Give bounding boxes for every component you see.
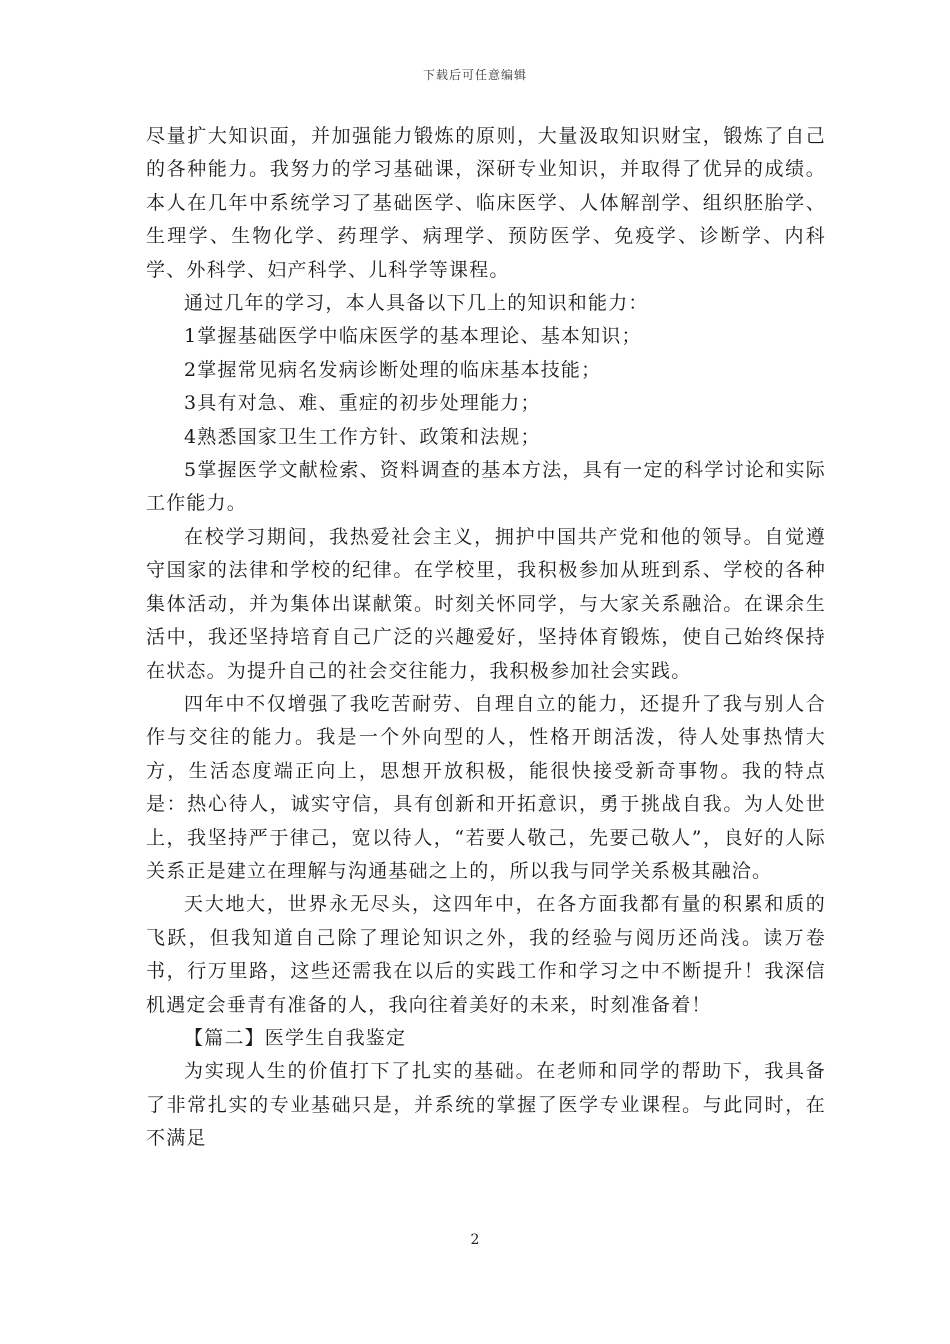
section-heading: 【篇二】医学生自我鉴定 xyxy=(184,1026,407,1049)
page-number: 2 xyxy=(470,1232,480,1248)
paragraph-3: 在校学习期间，我热爱社会主义，拥护中国共产党和他的领导。自觉遵守国家的法律和学校的纪律。在学校里，我积极参加从班到系、学校的各种集体活动，并为集体出谋献策。时刻关怀同学，与大家关系融洽。在课余生活中，我还坚持培育自己广泛的兴趣爱好，坚持体育锻炼，使自己始终保持在状态。为提升自己的社会交往能力，我积极参加社会实践。 xyxy=(146,525,826,682)
list-item-1: 1掌握基础医学中临床医学的基本理论、基本知识； xyxy=(184,325,642,348)
list-item-2: 2掌握常见病名发病诊断处理的临床基本技能； xyxy=(184,358,602,381)
list-item-5: 5掌握医学文献检索、资料调查的基本方法，具有一定的科学讨论和实际工作能力。 xyxy=(146,459,826,515)
document-body xyxy=(146,120,826,1156)
page-header-note: 下载后可任意编辑 xyxy=(422,68,527,82)
paragraph-2: 通过几年的学习，本人具备以下几上的知识和能力： xyxy=(184,292,649,315)
list-item-3: 3具有对急、难、重症的初步处理能力； xyxy=(184,392,541,415)
paragraph-6: 为实现人生的价值打下了扎实的基础。在老师和同学的帮助下，我具备了非常扎实的专业基础只是，并系统的掌握了医学专业课程。与此同时，在不满足 xyxy=(146,1060,826,1150)
paragraph-1: 尽量扩大知识面，并加强能力锻炼的原则，大量汲取知识财宝，锻炼了自己的各种能力。我努力的学习基础课，深研专业知识，并取得了优异的成绩。本人在几年中系统学习了基础医学、临床医学、人体解剖学、组织胚胎学、生理学、生物化学、药理学、病理学、预防医学、免疫学、诊断学、内科学、外科学、妇产科学、儿科学等课程。 xyxy=(146,125,826,281)
paragraph-4: 四年中不仅增强了我吃苦耐劳、自理自立的能力，还提升了我与别人合作与交往的能力。我是一个外向型的人，性格开朗活泼，待人处事热情大方，生活态度端正向上，思想开放积极，能很快接受新奇事物。我的特点是：热心待人，诚实守信，具有创新和开拓意识，勇于挑战自我。为人处世上，我坚持严于律己，宽以待人，“若要人敬己，先要己敬人”，良好的人际关系正是建立在理解与沟通基础之上的，所以我与同学关系极其融洽。 xyxy=(146,692,826,882)
list-item-4: 4熟悉国家卫生工作方针、政策和法规； xyxy=(184,425,541,448)
paragraph-5: 天大地大，世界永无尽头，这四年中，在各方面我都有量的积累和质的飞跃，但我知道自己除了理论知识之外，我的经验与阅历还尚浅。读万卷书，行万里路，这些还需我在以后的实践工作和学习之中不断提升！我深信机遇定会垂青有准备的人，我向往着美好的未来，时刻准备着！ xyxy=(146,893,826,1016)
